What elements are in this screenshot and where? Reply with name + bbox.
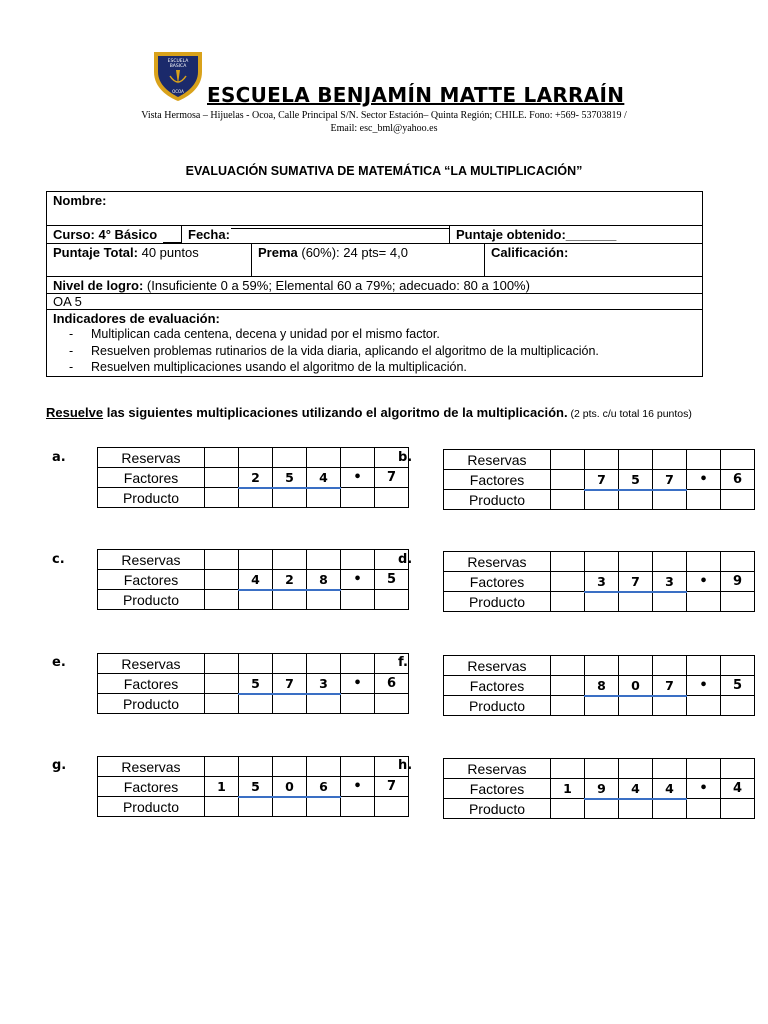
producto-label: Producto	[444, 490, 551, 510]
factores-label: Factores	[444, 572, 551, 592]
factor-digit: 2	[239, 468, 273, 488]
nivel-de-logro: Nivel de logro: (Insuficiente 0 a 59%; Elemental 60 a 79%; adecuado: 80 a 100%)	[53, 278, 530, 293]
producto-answer-cell[interactable]	[653, 799, 687, 819]
reservas-answer-cell[interactable]	[273, 550, 307, 570]
reservas-answer-cell[interactable]	[653, 656, 687, 676]
producto-row	[98, 488, 409, 508]
nombre-label: Nombre:	[53, 193, 107, 208]
reservas-answer-cell[interactable]	[273, 448, 307, 468]
producto-answer-cell[interactable]	[375, 488, 409, 508]
factores-label: Factores	[98, 570, 205, 590]
factor-digit: 8	[307, 570, 341, 590]
multiply-dot-icon: •	[687, 676, 721, 696]
indicadores-label: Indicadores de evaluación:	[53, 311, 220, 326]
reservas-answer-cell[interactable]	[341, 448, 375, 468]
reservas-row	[98, 757, 409, 777]
reservas-answer-cell[interactable]	[619, 552, 653, 572]
reservas-label: Reservas	[444, 450, 551, 470]
multiply-dot-icon: •	[341, 570, 375, 590]
reservas-answer-cell[interactable]	[619, 759, 653, 779]
factor-digit: 7	[273, 674, 307, 694]
producto-answer-cell[interactable]	[307, 590, 341, 610]
evaluation-title: EVALUACIÓN SUMATIVA DE MATEMÁTICA “LA MULTIPLICACIÓN”	[185, 164, 583, 178]
producto-row	[98, 590, 409, 610]
nombre-row	[47, 192, 702, 226]
factor-digit: 4	[307, 468, 341, 488]
producto-label: Producto	[444, 592, 551, 612]
reservas-answer-cell[interactable]	[341, 757, 375, 777]
exercise-letter: b.	[398, 450, 413, 465]
multiplier-digit: 7	[375, 777, 409, 797]
factores-row	[444, 470, 755, 490]
multiplication-grid	[97, 653, 409, 714]
producto-answer-cell[interactable]	[619, 799, 653, 819]
school-email: Email: esc_bml@yahoo.es	[330, 123, 438, 134]
producto-answer-cell[interactable]	[721, 490, 755, 510]
multiplication-grid	[97, 549, 409, 610]
factor-digit	[205, 674, 239, 694]
producto-label: Producto	[444, 696, 551, 716]
producto-answer-cell[interactable]	[653, 592, 687, 612]
producto-answer-cell[interactable]	[239, 797, 273, 817]
factor-digit: 0	[619, 676, 653, 696]
fecha-label: Fecha:	[181, 226, 236, 243]
producto-answer-cell[interactable]	[341, 488, 375, 508]
factor-digit: 7	[619, 572, 653, 592]
reservas-answer-cell[interactable]	[205, 550, 239, 570]
producto-answer-cell[interactable]	[653, 696, 687, 716]
reservas-answer-cell[interactable]	[239, 550, 273, 570]
producto-answer-cell[interactable]	[205, 694, 239, 714]
reservas-answer-cell[interactable]	[307, 448, 341, 468]
multiplier-digit: 9	[721, 572, 755, 592]
multiplier-digit: 7	[375, 468, 409, 488]
producto-label: Producto	[98, 488, 205, 508]
reservas-answer-cell[interactable]	[307, 654, 341, 674]
factor-digit: 4	[653, 779, 687, 799]
producto-answer-cell[interactable]	[551, 490, 585, 510]
factor-digit: 4	[619, 779, 653, 799]
producto-answer-cell[interactable]	[341, 590, 375, 610]
exercise-letter: a.	[52, 450, 66, 465]
oa-code: OA 5	[53, 294, 82, 309]
factor-digit: 5	[273, 468, 307, 488]
reservas-answer-cell[interactable]	[239, 757, 273, 777]
factor-digit: 3	[307, 674, 341, 694]
reservas-answer-cell[interactable]	[273, 654, 307, 674]
producto-answer-cell[interactable]	[687, 799, 721, 819]
reservas-answer-cell[interactable]	[721, 552, 755, 572]
reservas-answer-cell[interactable]	[585, 450, 619, 470]
factor-digit: 8	[585, 676, 619, 696]
producto-answer-cell[interactable]	[653, 490, 687, 510]
reservas-answer-cell[interactable]	[585, 656, 619, 676]
reservas-answer-cell[interactable]	[687, 759, 721, 779]
multiply-dot-icon: •	[341, 674, 375, 694]
producto-answer-cell[interactable]	[307, 694, 341, 714]
producto-answer-cell[interactable]	[239, 694, 273, 714]
puntaje-obtenido-label: Puntaje obtenido:_______	[449, 226, 622, 243]
factores-row	[98, 777, 409, 797]
reservas-answer-cell[interactable]	[239, 654, 273, 674]
reservas-label: Reservas	[444, 759, 551, 779]
multiplier-digit: 6	[721, 470, 755, 490]
producto-answer-cell[interactable]	[721, 696, 755, 716]
reservas-row	[98, 448, 409, 468]
list-item: - Multiplican cada centena, decena y unidad por el mismo factor.	[69, 327, 440, 341]
curso-row	[47, 226, 702, 243]
producto-answer-cell[interactable]	[619, 696, 653, 716]
exercise-letter: f.	[398, 655, 408, 670]
factor-digit: 3	[585, 572, 619, 592]
reservas-answer-cell[interactable]	[307, 757, 341, 777]
producto-row	[444, 490, 755, 510]
multiplication-grid	[97, 447, 409, 508]
reservas-answer-cell[interactable]	[205, 448, 239, 468]
reservas-label: Reservas	[98, 550, 205, 570]
exercise-letter: e.	[52, 655, 66, 670]
multiplication-grid	[443, 758, 755, 819]
reservas-answer-cell[interactable]	[551, 759, 585, 779]
svg-text:ESCUELA: ESCUELA	[167, 59, 189, 64]
producto-answer-cell[interactable]	[239, 590, 273, 610]
reservas-answer-cell[interactable]	[273, 757, 307, 777]
reservas-answer-cell[interactable]	[687, 450, 721, 470]
reservas-answer-cell[interactable]	[687, 552, 721, 572]
factores-row	[444, 572, 755, 592]
reservas-answer-cell[interactable]	[721, 759, 755, 779]
producto-answer-cell[interactable]	[551, 592, 585, 612]
producto-answer-cell[interactable]	[619, 490, 653, 510]
multiplication-grid	[443, 551, 755, 612]
school-address: Vista Hermosa – Hijuelas - Ocoa, Calle Principal S/N. Sector Estación– Quinta Región; CHILE. Fono: +569- 53703819 /	[141, 110, 627, 121]
producto-answer-cell[interactable]	[307, 488, 341, 508]
producto-answer-cell[interactable]	[551, 799, 585, 819]
producto-answer-cell[interactable]	[585, 696, 619, 716]
reservas-row	[444, 759, 755, 779]
nivel-row	[47, 277, 702, 294]
producto-answer-cell[interactable]	[375, 797, 409, 817]
reservas-label: Reservas	[98, 654, 205, 674]
producto-answer-cell[interactable]	[687, 490, 721, 510]
factores-label: Factores	[444, 779, 551, 799]
reservas-answer-cell[interactable]	[619, 450, 653, 470]
reservas-answer-cell[interactable]	[619, 656, 653, 676]
producto-answer-cell[interactable]	[551, 696, 585, 716]
producto-answer-cell[interactable]	[273, 694, 307, 714]
reservas-answer-cell[interactable]	[239, 448, 273, 468]
producto-answer-cell[interactable]	[205, 590, 239, 610]
reservas-row	[444, 450, 755, 470]
reservas-label: Reservas	[98, 448, 205, 468]
reservas-answer-cell[interactable]	[341, 550, 375, 570]
factores-label: Factores	[98, 777, 205, 797]
factor-digit: 1	[205, 777, 239, 797]
multiplier-digit: 4	[721, 779, 755, 799]
reservas-answer-cell[interactable]	[341, 654, 375, 674]
puntaje-row	[47, 243, 702, 277]
fecha-underline	[231, 228, 449, 229]
factor-digit: 5	[239, 777, 273, 797]
exercise-letter: h.	[398, 758, 413, 773]
factor-digit: 7	[653, 676, 687, 696]
reservas-answer-cell[interactable]	[551, 656, 585, 676]
factor-digit: 4	[239, 570, 273, 590]
reservas-answer-cell[interactable]	[205, 654, 239, 674]
factor-digit: 2	[273, 570, 307, 590]
prema: Prema (60%): 24 pts= 4,0	[251, 244, 484, 276]
factor-digit: 6	[307, 777, 341, 797]
curso-label: Curso: 4° Básico	[53, 227, 158, 242]
school-crest-logo	[152, 50, 204, 102]
factor-digit: 0	[273, 777, 307, 797]
reservas-answer-cell[interactable]	[721, 450, 755, 470]
producto-answer-cell[interactable]	[307, 797, 341, 817]
factor-digit: 3	[653, 572, 687, 592]
instructions: Resuelve las siguientes multiplicaciones utilizando el algoritmo de la multiplicación. (2 pts. c/u total 16 puntos)	[46, 405, 692, 420]
svg-text:OCOA: OCOA	[172, 89, 184, 94]
reservas-answer-cell[interactable]	[585, 759, 619, 779]
producto-row	[444, 696, 755, 716]
producto-answer-cell[interactable]	[273, 797, 307, 817]
reservas-answer-cell[interactable]	[721, 656, 755, 676]
multiplication-grid	[443, 655, 755, 716]
producto-answer-cell[interactable]	[721, 592, 755, 612]
producto-answer-cell[interactable]	[273, 590, 307, 610]
factores-row	[98, 570, 409, 590]
producto-answer-cell[interactable]	[687, 592, 721, 612]
producto-answer-cell[interactable]	[205, 488, 239, 508]
multiply-dot-icon: •	[687, 779, 721, 799]
producto-answer-cell[interactable]	[205, 797, 239, 817]
svg-text:BASICA: BASICA	[169, 64, 187, 69]
producto-row	[444, 799, 755, 819]
reservas-answer-cell[interactable]	[653, 450, 687, 470]
factor-digit: 9	[585, 779, 619, 799]
list-item: - Resuelven problemas rutinarios de la vida diaria, aplicando el algoritmo de la multiplicación.	[69, 343, 599, 358]
multiplier-digit: 5	[721, 676, 755, 696]
list-item: - Resuelven multiplicaciones usando el algoritmo de la multiplicación.	[69, 360, 467, 374]
factores-row	[98, 674, 409, 694]
student-info-table	[46, 191, 703, 377]
factor-digit	[205, 468, 239, 488]
reservas-row	[98, 550, 409, 570]
indicadores-section	[47, 310, 702, 376]
multiply-dot-icon: •	[341, 777, 375, 797]
factores-label: Factores	[444, 676, 551, 696]
producto-label: Producto	[98, 797, 205, 817]
producto-answer-cell[interactable]	[585, 592, 619, 612]
factor-digit	[205, 570, 239, 590]
multiply-dot-icon: •	[687, 572, 721, 592]
producto-row	[98, 694, 409, 714]
reservas-answer-cell[interactable]	[551, 450, 585, 470]
reservas-answer-cell[interactable]	[585, 552, 619, 572]
reservas-label: Reservas	[98, 757, 205, 777]
producto-label: Producto	[98, 694, 205, 714]
oa-row	[47, 294, 702, 310]
producto-answer-cell[interactable]	[375, 694, 409, 714]
producto-row	[98, 797, 409, 817]
reservas-label: Reservas	[444, 552, 551, 572]
multiplication-grid	[443, 449, 755, 510]
producto-answer-cell[interactable]	[375, 590, 409, 610]
reservas-row	[444, 552, 755, 572]
factor-digit: 5	[239, 674, 273, 694]
factor-digit: 1	[551, 779, 585, 799]
producto-answer-cell[interactable]	[585, 490, 619, 510]
factor-digit: 7	[653, 470, 687, 490]
factores-row	[444, 779, 755, 799]
producto-answer-cell[interactable]	[687, 696, 721, 716]
puntaje-total: Puntaje Total: 40 puntos	[53, 245, 199, 260]
reservas-answer-cell[interactable]	[653, 759, 687, 779]
school-header	[0, 0, 768, 140]
multiply-dot-icon: •	[687, 470, 721, 490]
factor-digit: 5	[619, 470, 653, 490]
reservas-answer-cell[interactable]	[307, 550, 341, 570]
school-name: ESCUELA BENJAMÍN MATTE LARRAÍN	[207, 83, 625, 107]
factor-digit	[551, 470, 585, 490]
reservas-answer-cell[interactable]	[551, 552, 585, 572]
factores-row	[444, 676, 755, 696]
reservas-row	[98, 654, 409, 674]
reservas-answer-cell[interactable]	[205, 757, 239, 777]
producto-answer-cell[interactable]	[273, 488, 307, 508]
exercise-letter: c.	[52, 552, 65, 567]
producto-answer-cell[interactable]	[239, 488, 273, 508]
factor-digit	[551, 676, 585, 696]
indicadores-list	[47, 326, 702, 376]
multiply-dot-icon: •	[341, 468, 375, 488]
producto-answer-cell[interactable]	[585, 799, 619, 819]
reservas-answer-cell[interactable]	[687, 656, 721, 676]
factores-label: Factores	[444, 470, 551, 490]
producto-answer-cell[interactable]	[341, 797, 375, 817]
multiplier-digit: 6	[375, 674, 409, 694]
factor-digit	[551, 572, 585, 592]
reservas-label: Reservas	[444, 656, 551, 676]
multiplier-digit: 5	[375, 570, 409, 590]
exercise-letter: d.	[398, 552, 413, 567]
factores-label: Factores	[98, 468, 205, 488]
reservas-answer-cell[interactable]	[653, 552, 687, 572]
producto-answer-cell[interactable]	[721, 799, 755, 819]
calificacion-label: Calificación:	[484, 244, 702, 276]
producto-row	[444, 592, 755, 612]
reservas-row	[444, 656, 755, 676]
factor-digit: 7	[585, 470, 619, 490]
producto-label: Producto	[98, 590, 205, 610]
factores-label: Factores	[98, 674, 205, 694]
producto-label: Producto	[444, 799, 551, 819]
multiplication-grid	[97, 756, 409, 817]
factores-row	[98, 468, 409, 488]
exercise-letter: g.	[52, 758, 67, 773]
producto-answer-cell[interactable]	[619, 592, 653, 612]
producto-answer-cell[interactable]	[341, 694, 375, 714]
